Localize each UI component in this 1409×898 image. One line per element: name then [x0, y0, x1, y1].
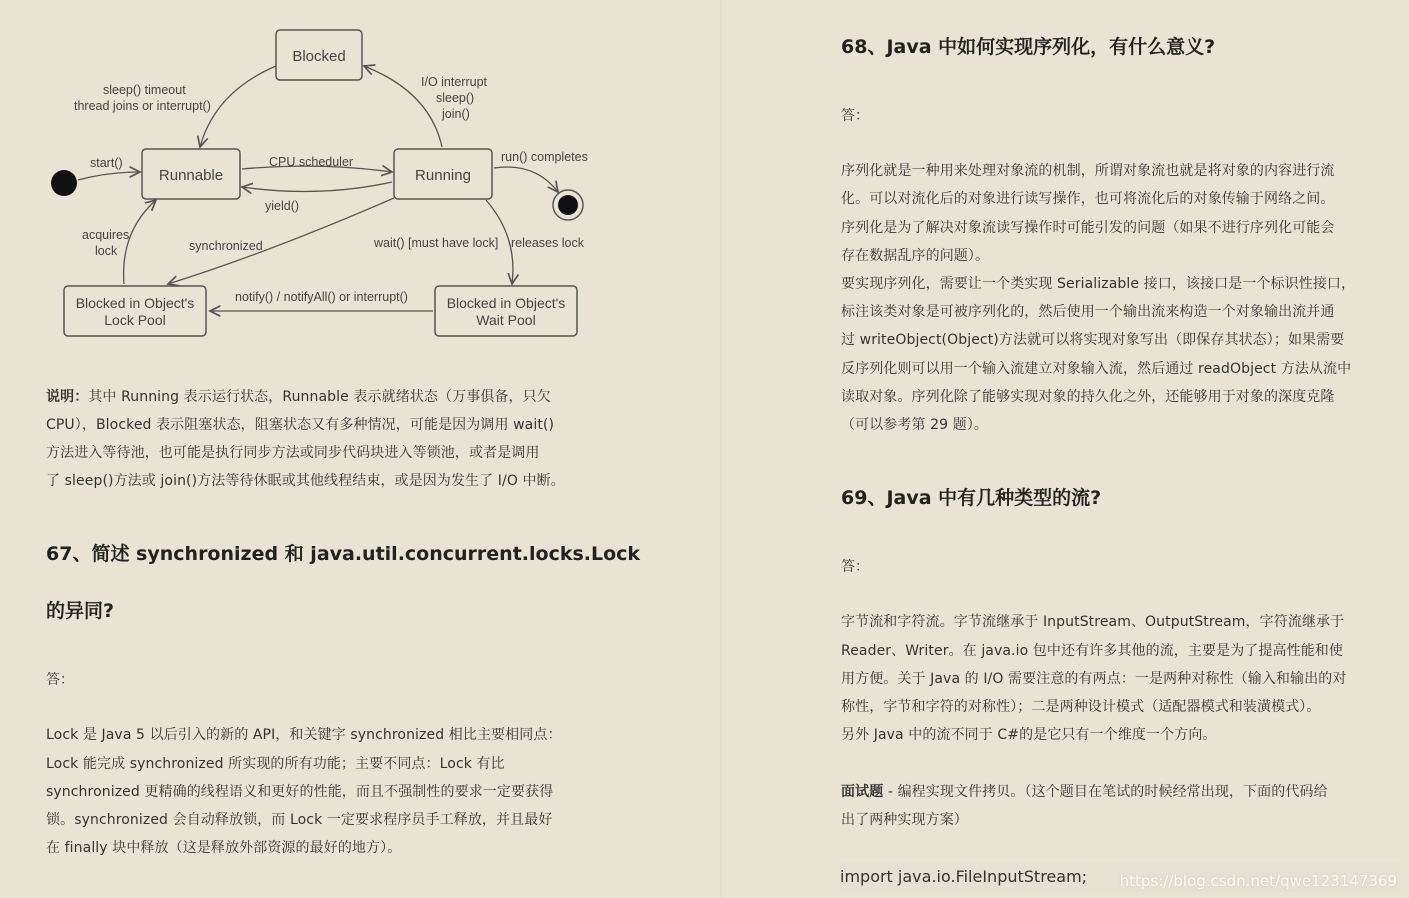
- interview-line-2: 出了两种实现方案）: [841, 812, 968, 828]
- q68-answer-line-4: 存在数据乱序的问题）。: [841, 248, 990, 264]
- q69-title: 69、Java 中有几种类型的流?: [841, 487, 1102, 509]
- q68-title: 68、Java 中如何实现序列化，有什么意义?: [841, 36, 1216, 58]
- q67-answer-line-2: Lock 能完成 synchronized 所实现的所有功能；主要不同点：Lock 有比: [46, 756, 505, 772]
- interview-lead: 面试题: [841, 784, 884, 800]
- label-wait: wait() [must have lock]: [374, 236, 499, 250]
- q67-answer-line-3: synchronized 更精确的线程语义和更好的性能，而且不强制性的要求一定要获得: [46, 784, 554, 800]
- state-runnable: Runnable: [158, 167, 224, 184]
- state-lock-pool-2: Lock Pool: [104, 312, 166, 328]
- arrow-run-completes: [494, 167, 558, 192]
- q69-answer-line-4: 称性，字节和字符的对称性）；二是两种设计模式（适配器模式和装潢模式）。: [841, 699, 1321, 715]
- arrow-blocked-to-runnable: [200, 66, 276, 147]
- q67-answer-line-1: Lock 是 Java 5 以后引入的新的 API，和关键字 synchronized 相比主要相同点：: [46, 727, 562, 743]
- label-sleep: sleep(): [436, 91, 475, 105]
- note-line-4: 了 sleep()方法或 join()方法等待休眠或其他线程结束，或是因为发生了 I/O 中断。: [46, 473, 565, 489]
- state-running: Running: [415, 167, 471, 184]
- q68-answer-line-3: 序列化是为了解决对象流读写操作时可能引发的问题（如果不进行序列化可能会: [841, 220, 1335, 236]
- interview-line-1: [841, 778, 1328, 806]
- state-wait-pool-1: Blocked in Object's: [446, 295, 566, 311]
- label-synchronized: synchronized: [189, 239, 263, 253]
- note-line-1: [46, 383, 551, 411]
- state-lock-pool-1: Blocked in Object's: [75, 295, 195, 311]
- q68-answer-line-1: 序列化就是一种用来处理对象流的机制，所谓对象流也就是将对象的内容进行流: [841, 163, 1335, 179]
- end-node-inner: [558, 195, 578, 215]
- q68-answer-line-2: 化。可以对流化后的对象进行读写操作，也可将流化后的对象传输于网络之间。: [841, 191, 1335, 207]
- q67-answer-line-5: 在 finally 块中释放（这是释放外部资源的最好的地方）。: [46, 840, 402, 856]
- label-releases-lock: releases lock: [511, 236, 584, 250]
- q69-answer-label: 答：: [841, 559, 869, 575]
- q67-answer-line-4: 锁。synchronized 会自动释放锁，而 Lock 一定要求程序员手工释放，并且最好: [46, 812, 553, 828]
- arrow-start: [78, 172, 140, 180]
- q68-answer-label: 答：: [841, 108, 869, 124]
- q69-answer-line-1: 字节流和字符流。字节流继承于 InputStream、OutputStream，字符流继承于: [841, 614, 1345, 630]
- state-wait-pool-2: Wait Pool: [476, 312, 536, 328]
- label-run-completes: run() completes: [501, 150, 588, 164]
- label-cpu-scheduler: CPU scheduler: [269, 155, 354, 169]
- label-acquires: acquires: [82, 228, 130, 242]
- state-box-lock-pool: [64, 286, 206, 336]
- arrow-acquires-lock: [124, 200, 156, 284]
- arrow-yield: [242, 182, 392, 191]
- q67-title-line-1: 67、简述 synchronized 和 java.util.concurrent.locks.Lock: [46, 543, 641, 565]
- q68-answer-line-6: 标注该类对象是可被序列化的，然后使用一个输出流来构造一个对象输出流并通: [841, 304, 1335, 320]
- right-page: [722, 0, 1409, 898]
- q69-answer-line-2: Reader、Writer。在 java.io 包中还有许多其他的流，主要是为了提高性能和使: [841, 643, 1344, 659]
- label-lock: lock: [95, 244, 118, 258]
- label-notify: notify() / notifyAll() or interrupt(): [235, 290, 408, 304]
- interview-line-1-text: - 编程实现文件拷贝。（这个题目在笔试的时候经常出现，下面的代码给: [883, 784, 1328, 800]
- q68-answer-line-9: 读取对象。序列化除了能够实现对象的持久化之外，还能够用于对象的深度克隆: [841, 389, 1335, 405]
- thread-state-diagram: [40, 22, 620, 352]
- q68-answer-line-5: 要实现序列化，需要让一个类实现 Serializable 接口，该接口是一个标识性接口，: [841, 276, 1356, 292]
- q69-answer-line-3: 用方便。关于 Java 的 I/O 需要注意的有两点：一是两种对称性（输入和输出的对: [841, 671, 1347, 687]
- note-line-3: 方法进入等待池，也可能是执行同步方法或同步代码块进入等锁池，或者是调用: [46, 445, 540, 461]
- state-blocked: Blocked: [292, 48, 346, 65]
- start-node: [51, 170, 77, 196]
- q68-answer-line-7: 过 writeObject(Object)方法就可以将实现对象写出（即保存其状态）；如果需要: [841, 332, 1345, 348]
- q69-answer-line-5: 另外 Java 中的流不同于 C#的是它只有一个维度一个方向。: [841, 727, 1217, 743]
- label-sleep-timeout: sleep() timeout: [103, 83, 186, 97]
- watermark: https://blog.csdn.net/qwe123147369: [1119, 872, 1397, 890]
- note-lead: 说明：: [46, 389, 89, 405]
- label-yield: yield(): [265, 199, 300, 213]
- state-box-wait-pool: [435, 286, 577, 336]
- note-line-2: CPU），Blocked 表示阻塞状态，阻塞状态又有多种情况，可能是因为调用 wait(): [46, 417, 555, 433]
- q68-answer-line-8: 反序列化则可以用一个输入流建立对象输入流，然后通过 readObject 方法从流中: [841, 361, 1352, 377]
- note-line-1-text: 其中 Running 表示运行状态，Runnable 表示就绪状态（万事俱备，只欠: [88, 389, 551, 405]
- q68-answer-line-10: （可以参考第 29 题）。: [841, 417, 989, 433]
- label-join: join(): [442, 107, 470, 121]
- q67-title-line-2: 的异同?: [46, 600, 115, 622]
- label-io-interrupt: I/O interrupt: [421, 75, 487, 89]
- label-thread-joins: thread joins or interrupt(): [74, 99, 211, 113]
- q67-answer-label: 答：: [46, 672, 74, 688]
- label-start: start(): [90, 156, 123, 170]
- code-line: import java.io.FileInputStream;: [840, 862, 1400, 892]
